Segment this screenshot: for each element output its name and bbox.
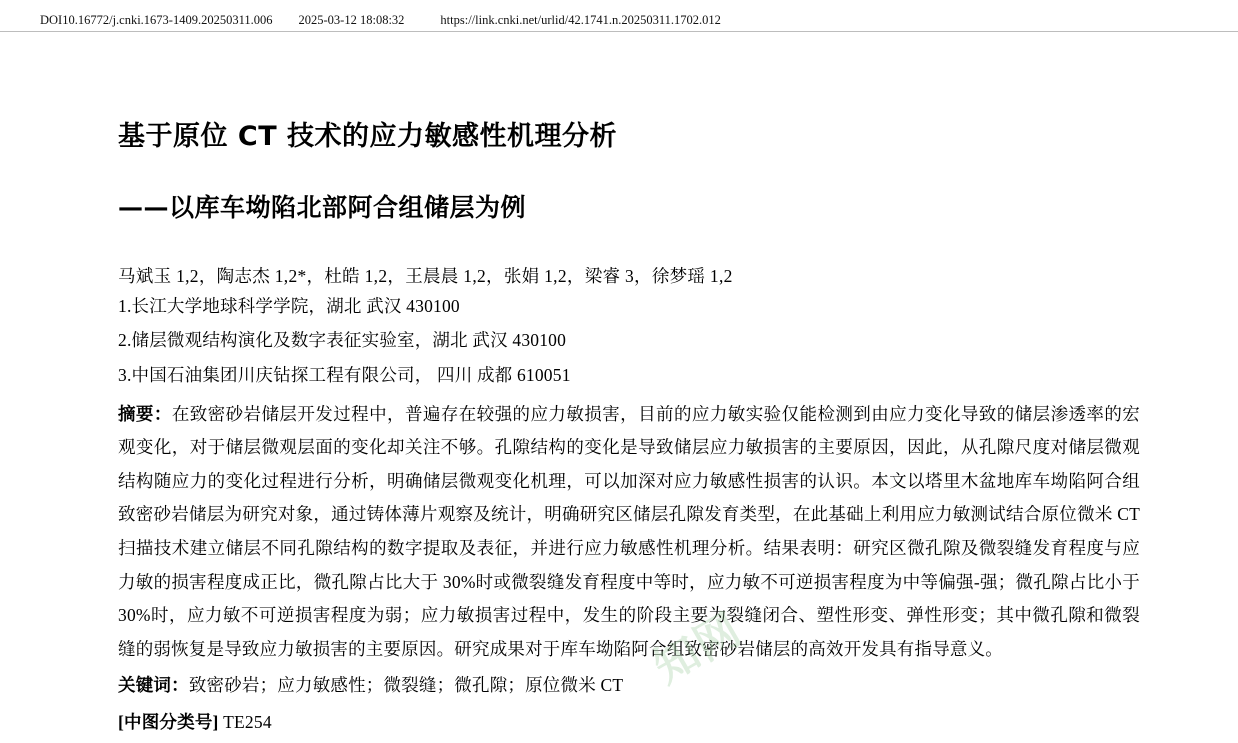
article-title: 基于原位 CT 技术的应力敏感性机理分析 [118, 121, 618, 152]
affiliation-2: 2.储层微观结构演化及数字表征实验室，湖北 武汉 430100 [118, 330, 567, 351]
affiliation-1: 1.长江大学地球科学学院，湖北 武汉 430100 [118, 296, 460, 317]
article-content [118, 120, 1140, 737]
keywords-paragraph [118, 669, 1140, 702]
abstract-paragraph [118, 398, 1140, 667]
url-link[interactable]: https://link.cnki.net/urlid/42.1741.n.20250311.1702.012 [440, 12, 721, 27]
keywords-label: 关键词： [118, 675, 189, 696]
header-divider [0, 31, 1238, 32]
article-subtitle: ——以库车坳陷北部阿合组储层为例 [118, 192, 527, 222]
keywords-text: 致密砂岩；应力敏感性；微裂缝；微孔隙；原位微米 CT [188, 675, 624, 696]
affiliation-3: 3.中国石油集团川庆钻探工程有限公司， 四川 成都 610051 [118, 364, 571, 385]
clc-paragraph [118, 707, 1140, 738]
clc-value: TE254 [223, 711, 272, 732]
document-header [0, 9, 1238, 31]
publish-date-text: 2025-03-12 18:08:32 [298, 12, 405, 27]
abstract-text: 在致密砂岩储层开发过程中，普遍存在较强的应力敏损害，目前的应力敏实验仅能检测到由应力变化导致的储层渗透率的宏观变化，对于储层微观层面的变化却关注不够。孔隙结构的变化是导致储层应力敏损害的主要原因，因此，从孔隙尺度对储层微观结构随应力的变化过程进行分析，明确储层微观变化机理，可以加深对应力敏感性损害的认识。本文以塔里木盆地库车坳陷阿合组致密砂岩储层为研究对象，通过铸体薄片观察及统计，明确研究区储层孔隙发育类型，在此基础上利用应力敏测试结合原位微米 CT 扫描技术建立储层不同孔隙结构的数字提取及表征，并进行应力敏感性机理分析。结果表明：研究区微孔隙及微裂缝发育程度与应力敏的损害程度成正比，微孔隙占比大于 30%时或微裂缝发育程度中等时，应力敏不可逆损害程度为中等偏强-强；微孔隙占比小于 30%时，应力敏不可逆损害程度为弱；应力敏损害过程中，发生的阶段主要为裂缝闭合、塑性形变、弹性形变；其中微孔隙和微裂缝的弱恢复是导致应力敏损害的主要原因。研究成果对于库车坳陷阿合组致密砂岩储层的高效开发具有指导意义。 [118, 403, 1141, 659]
abstract-label: 摘要： [118, 403, 172, 424]
author-list: 马斌玉 1,2，陶志杰 1,2*，杜皓 1,2，王晨晨 1,2，张娟 1,2，梁睿 3，徐梦瑶 1,2 [118, 266, 733, 286]
clc-label: [中图分类号] [118, 711, 219, 732]
watermark-text: 知网 [645, 603, 751, 694]
doi-text: DOI10.16772/j.cnki.1673-1409.20250311.006 [40, 12, 273, 27]
